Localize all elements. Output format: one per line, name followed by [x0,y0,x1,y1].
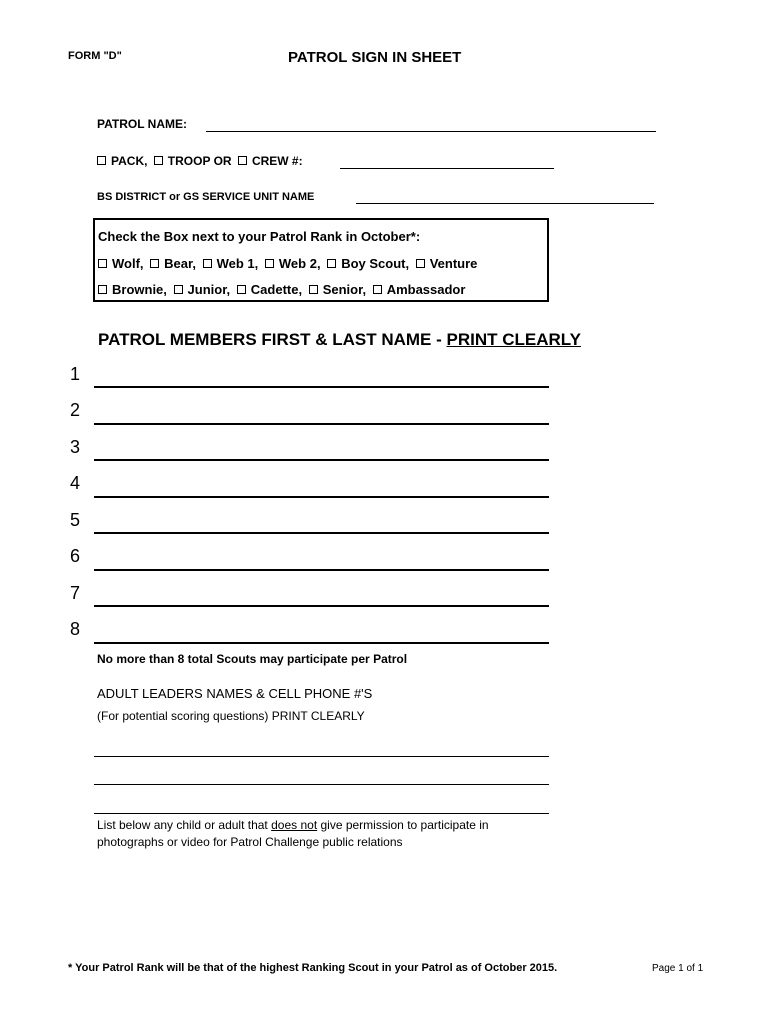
patrol-name-field[interactable] [206,119,656,132]
permission-text: give permission to participate in [317,818,489,832]
troop-label: TROOP OR [167,154,232,168]
pack-checkbox[interactable] [97,156,106,165]
member-number: 4 [70,473,81,493]
troop-checkbox[interactable] [154,156,163,165]
member-limit-note: No more than 8 total Scouts may participate per Patrol [97,652,408,666]
leader-field[interactable] [94,772,549,785]
rank-option-label: Ambassador [386,282,466,297]
rank-row-cub [98,256,477,271]
leader-field[interactable] [94,801,549,814]
rank-checkbox[interactable] [203,259,212,268]
member-name-field[interactable] [94,484,549,498]
rank-checkbox[interactable] [98,285,107,294]
leaders-subheading: (For potential scoring questions) PRINT CLEARLY [97,709,365,723]
patrol-name-label: PATROL NAME: [97,117,187,131]
unit-number-field[interactable] [340,156,554,169]
member-name-field[interactable] [94,593,549,607]
page-title: PATROL SIGN IN SHEET [288,49,462,66]
rank-checkbox[interactable] [327,259,336,268]
rank-row-girl [98,282,465,297]
rank-checkbox[interactable] [373,285,382,294]
rank-checkbox[interactable] [150,259,159,268]
permission-text: List below any child or adult that [97,818,272,832]
rank-option-label: Web 2, [278,256,321,271]
member-name-field[interactable] [94,447,549,461]
rank-option-label: Senior, [322,282,367,297]
rank-box-heading: Check the Box next to your Patrol Rank in October*: [98,229,421,244]
district-label: BS DISTRICT or GS SERVICE UNIT NAME [97,191,315,203]
rank-checkbox[interactable] [237,285,246,294]
crew-checkbox[interactable] [238,156,247,165]
permission-emphasis: does not [271,818,318,832]
member-name-field[interactable] [94,411,549,425]
member-number: 5 [70,510,81,530]
member-number: 6 [70,546,81,566]
rank-option-label: Web 1, [216,256,259,271]
rank-option-label: Cadette, [250,282,303,297]
member-name-field[interactable] [94,630,549,644]
rank-option-label: Boy Scout, [341,256,410,271]
footnote: * Your Patrol Rank will be that of the highest Ranking Scout in your Patrol as of October 2015. [68,962,558,974]
unit-type-row [97,154,303,168]
rank-option-label: Venture [429,256,478,271]
leader-field[interactable] [94,744,549,757]
members-heading-text: PATROL MEMBERS FIRST & LAST NAME - [98,330,447,349]
permission-text-line1 [97,818,489,832]
page-number: Page 1 of 1 [652,963,704,974]
pack-label: PACK, [111,154,148,168]
member-number: 7 [70,583,81,603]
rank-checkbox[interactable] [265,259,274,268]
member-name-field[interactable] [94,557,549,571]
rank-option-label: Wolf, [112,256,144,271]
district-field[interactable] [356,191,654,204]
crew-label: CREW #: [251,154,303,168]
member-number: 1 [70,364,81,384]
member-number: 8 [70,619,81,639]
rank-option-label: Junior, [187,282,231,297]
member-number: 2 [70,400,81,420]
members-heading-emphasis: PRINT CLEARLY [446,330,581,349]
member-name-field[interactable] [94,374,549,388]
permission-text-line2: photographs or video for Patrol Challenge public relations [97,835,403,849]
leaders-heading: ADULT LEADERS NAMES & CELL PHONE #'S [97,686,373,701]
rank-checkbox[interactable] [98,259,107,268]
rank-option-label: Bear, [164,256,196,271]
member-name-field[interactable] [94,520,549,534]
rank-checkbox[interactable] [174,285,183,294]
rank-checkbox[interactable] [416,259,425,268]
form-label: FORM "D" [68,50,122,62]
rank-checkbox[interactable] [309,285,318,294]
rank-option-label: Brownie, [112,282,167,297]
members-heading [98,330,581,350]
member-number: 3 [70,437,81,457]
